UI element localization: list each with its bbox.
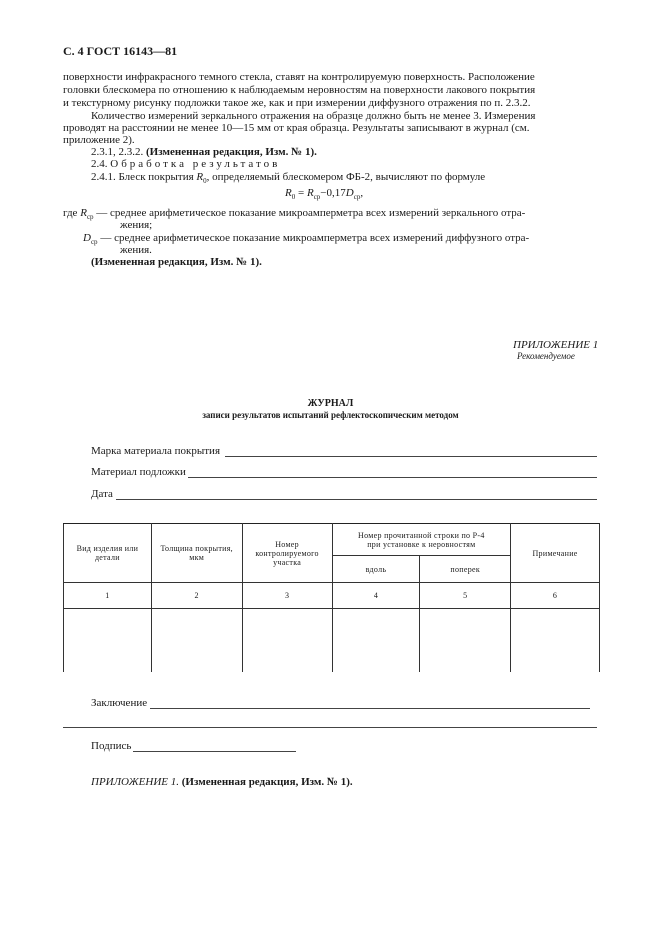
journal-subtitle: записи результатов испытаний рефлектоскопическим методом: [202, 410, 459, 420]
paragraph-line: поверхности инфракрасного темного стекла, ставят на контролируемую поверхность. Расположение: [63, 71, 535, 83]
col-header-thickness: Толщина покрытия, мкм: [151, 524, 242, 583]
appendix-subtitle: Рекомендуемое: [517, 351, 575, 361]
amendment-note: [91, 146, 317, 158]
amendment-note: (Измененная редакция, Изм. № 1).: [91, 256, 262, 268]
formula: $R_0 = R_{ср}-0,17D_{ср}$,: [285, 187, 364, 202]
col-header-item: Вид изделия или детали: [64, 524, 152, 583]
paragraph-line: и текстурному рисунку подложки такое же, как и при измерении диффузного отражения по п. 2.3.2.: [63, 97, 531, 109]
appendix-title: ПРИЛОЖЕНИЕ 1: [513, 339, 599, 351]
paragraph-line: приложение 2).: [63, 134, 135, 146]
col-header-note: Примечание: [511, 524, 600, 583]
field-material-label: Марка материала покрытия: [91, 445, 221, 457]
definition-cont: жения.: [120, 244, 152, 256]
field-substrate-label: Материал подложки: [91, 466, 186, 478]
col-header-along: вдоль: [332, 556, 420, 583]
col-number: 6: [511, 583, 600, 609]
clause-number: 2.3.1, 2.3.2.: [91, 146, 144, 158]
col-header-area: Номер контролируемого участка: [242, 524, 332, 583]
paragraph-line: головки блескомера по отношению к наблюдаемым неровностям на поверхности лакового покрытия: [63, 84, 536, 96]
section-number: 2.4.: [91, 158, 108, 170]
journal-title: ЖУРНАЛ: [307, 398, 354, 409]
col-number: 4: [332, 583, 420, 609]
table-row: [64, 609, 600, 672]
col-header-across: поперек: [420, 556, 511, 583]
field-substrate-line: [188, 477, 597, 478]
definition-line: $D_{ср}$ — среднее арифметическое показание микроамперметра всех измерений диффузного отра-: [83, 232, 530, 247]
col-header-line-number: Номер прочитанной строки по Р-4 при установке к неровностям: [332, 524, 511, 556]
signature-label: Подпись: [91, 740, 132, 752]
conclusion-label: Заключение: [91, 697, 148, 709]
paragraph-line: Количество измерений зеркального отражения на образце должно быть не менее 3. Измерения: [91, 110, 536, 122]
section-heading: [91, 158, 280, 170]
field-date-line: [116, 499, 597, 500]
col-number: 3: [242, 583, 332, 609]
signature-line: [133, 751, 296, 752]
conclusion-line: [150, 708, 590, 709]
definition-cont: жения;: [120, 219, 153, 231]
field-material-line: [225, 456, 597, 457]
journal-table: [63, 523, 600, 672]
field-date-label: Дата: [91, 488, 113, 500]
section-title: Обработка результатов: [110, 158, 281, 170]
col-number: 2: [151, 583, 242, 609]
paragraph-line: проводят на расстоянии не менее 10—15 мм от края образца. Результаты записывают в журнал (см.: [63, 122, 530, 134]
paragraph-line: 2.4.1. Блеск покрытия $R_0$, определяемый блескомером ФБ-2, вычисляют по формуле: [91, 171, 486, 186]
col-number: 1: [64, 583, 152, 609]
definition-line: где $R_{ср}$ — среднее арифметическое показание микроамперметра всех измерений зеркального отра-: [63, 207, 526, 222]
col-number: 5: [420, 583, 511, 609]
conclusion-line-2: [63, 727, 597, 728]
amendment-text: (Измененная редакция, Изм. № 1).: [146, 146, 317, 158]
page-header: С. 4 ГОСТ 16143—81: [63, 44, 178, 58]
footer-note: ПРИЛОЖЕНИЕ 1. (Измененная редакция, Изм. № 1).: [91, 776, 353, 788]
